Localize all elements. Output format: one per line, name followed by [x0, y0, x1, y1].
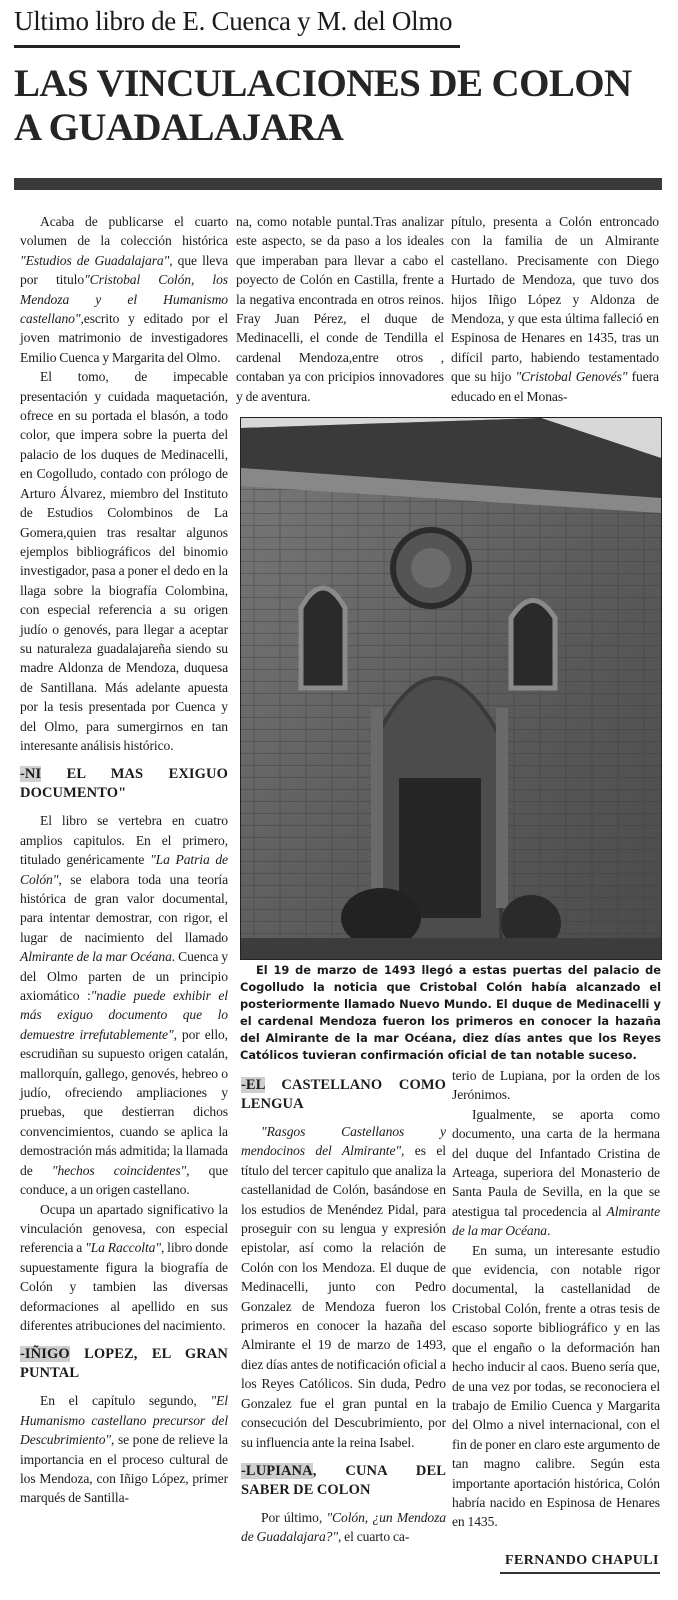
subheading-text: LOPEZ, EL GRAN PUNTAL [20, 1346, 228, 1382]
italic-quote: "La Patria de Colón" [20, 852, 228, 887]
italic-quote: "Colón, ¿un Mendoza de Guadalajara?" [241, 1509, 446, 1545]
palace-facade-image [241, 418, 661, 959]
paragraph-text: . [546, 1223, 551, 1239]
italic-quote: "nadie puede exhibir el más exiguo documento que lo demuestre irrefutablemente" [20, 988, 228, 1042]
article-paragraph [452, 1066, 660, 1105]
column-3-bottom [452, 1066, 660, 1532]
article-paragraph [241, 1508, 446, 1547]
section-subheading [241, 1462, 446, 1500]
photo-caption: El 19 de marzo de 1493 llegó a estas puertas del palacio de Cogolludo la noticia que Cristobal Colón había alcanzado el posteriormente llamado Nuevo Mundo. El duque de Medinacelli y el cardenal Mendoza fueron los primeros en conocer la hazaña del Almirante de la mar Océana, diez días antes que los Reyes Católicos tuvieran confirmación oficial de tan notable suceso. [240, 963, 661, 1062]
subheading-text: EL MAS EXIGUO DOCUMENTO" [20, 766, 228, 802]
article-paragraph [20, 1200, 228, 1336]
palace-photo [240, 417, 662, 960]
paragraph-text: En el capítulo segundo, [40, 1393, 211, 1409]
subheading-text: CASTELLANO COMO LENGUA [241, 1077, 446, 1112]
italic-quote: Almirante de la mar Océana [452, 1203, 660, 1239]
subheading-highlight: -NI [20, 766, 42, 783]
italic-quote: "Rasgos Castellanos y mendocinos del Almirante" [241, 1124, 446, 1159]
italic-quote: "Estudios de Guadalajara" [20, 252, 170, 268]
article-paragraph [20, 811, 228, 1199]
kicker-rule [14, 45, 460, 48]
kicker-subtitle: Ultimo libro de E. Cuenca y M. del Olmo [14, 6, 453, 36]
paragraph-text: Ocupa un apartado significativo la vinculación genovesa, con especial referencia a [20, 1201, 228, 1256]
headline-line-1: LAS VINCULACIONES DE COLON [14, 62, 632, 105]
paragraph-text: , se elabora toda una teoría histórica de gran valor documental, para intentar demostrar, con rigor, el lugar de nacimiento del llamado [20, 871, 228, 945]
article-paragraph [241, 1122, 446, 1452]
paragraph-text: , el cuarto ca- [337, 1529, 410, 1545]
paragraph-text: Igualmente, se aporta como documento, una carta de la hermana del duque del Infantado Cristina de Arteaga, superiora del Monasterio de Santa Paula de Sevilla, en la que se atestigua tal procedencia al [452, 1106, 660, 1219]
article-paragraph [452, 1241, 660, 1532]
headline [14, 62, 674, 150]
paragraph-text: pítulo, presenta a Colón entroncado con la familia de un Almirante castellano. Precisamente con Diego Hurtado de Mendoza, que tuvo dos hijos Iñigo López y Aldonza de Mendoza, y que esta última falleció en Espinosa de Henares en 1435, tras un difícil parto, habiendo testamentado que su hijo [451, 214, 659, 385]
italic-quote: Almirante de la mar Océana [20, 949, 172, 965]
paragraph-text: Por último, [261, 1509, 327, 1525]
paragraph-text: , que conduce, a un origen castellano. [20, 1162, 229, 1198]
article-paragraph [20, 367, 228, 755]
headline-line-2: A GUADALAJARA [14, 106, 344, 149]
section-subheading [20, 765, 228, 803]
header-bar-divider [14, 178, 662, 190]
paragraph-text: fuera educado en el Monas- [451, 369, 659, 404]
column-3-top [451, 212, 659, 406]
paragraph-text: Acaba de publicarse el cuarto volumen de la colección histórica [20, 214, 228, 249]
subheading-text: , CUNA DEL SABER DE COLON [241, 1462, 446, 1498]
italic-quote: "Cristobal Colón, los Mendoza y el Humanismo castellano" [20, 272, 228, 327]
signature-rule [500, 1572, 660, 1574]
paragraph-text: El libro se vertebra en cuatro amplios capitulos. En el primero, titulado genéricamente [20, 813, 228, 868]
column-1 [20, 212, 228, 1508]
paragraph-text: terio de Lupiana, por la orden de los Jerónimos. [452, 1068, 660, 1103]
article-paragraph [452, 1105, 660, 1241]
paragraph-text: , por ello, escrudiñan su supuesto origen catalán, mallorquín, gallego, genovés, hebreo o judío, ofreciendo ampliaciones y pruebas, que destierran dichos convencimientos, cuando se aplica la demostración más admitida; la llamada de [20, 1026, 228, 1178]
article-paragraph [20, 1391, 228, 1507]
paragraph-text: , libro donde supuestamente figura la biografía de Colón y tambien las diversas deformaciones al apellido en sus diferentes atribuciones del nacimiento. [20, 1240, 228, 1333]
paragraph-text: , es el título del tercer capitulo que analiza la castellanidad de Colón, basándose en los estudios de Menéndez Pidal, para proseguir con su lengua y expresión epistolar, así como la relación de Colón con los Mendoza. El duque de Medinacelli, junto con Pedro Gonzalez de Mendoza fueron los primeros en conocer la hazaña del Almirante el 19 de marzo de 1493, diez días antes de notificación oficial a los Reyes Católicos. Sin duda, Pedro Gonzalez fue el gran puntal en la consecución del Descubrimiento, por su influencia ante la reina Isabel. [241, 1143, 446, 1450]
italic-quote: "El Humanismo castellano precursor del Descubrimiento" [20, 1393, 228, 1448]
section-subheading [241, 1076, 446, 1114]
subheading-highlight: -LUPIANA [241, 1462, 313, 1479]
paragraph-text: En suma, un interesante estudio que evidencia, con notable rigor documental, la castellanidad de Cristobal Colón, frente a otras tesis de escaso soporte bibliográfico y en las que el engaño o la deformación han hecho inducir al caos. Bueno sería que, de una vez por todas, se reconociera el trabajo de Emilio Cuenca y Margarita del Olmo a nivel internacional, con el fin de poner en claro este argumento de tan magno calibre. Según esta importante aportación histórica, Colón habría nacido en Espinosa de Henares en 1435. [452, 1242, 660, 1530]
paragraph-text: , se pone de relieve la importancia en el proceso cultural de los Mendoza, con Iñigo López, primer marqués de Santilla- [20, 1432, 228, 1506]
column-2-bottom [241, 1066, 446, 1547]
subheading-highlight: -EL [241, 1077, 265, 1093]
section-subheading [20, 1345, 228, 1383]
paragraph-text: , que lleva por titulo [20, 252, 228, 288]
article-paragraph [20, 212, 228, 367]
paragraph-text: ,escrito y editado por el joven matrimonio de investigadores Emilio Cuenca y Margarita del Olmo. [20, 311, 228, 365]
author-signature: FERNANDO CHAPULI [505, 1553, 659, 1568]
article-paragraph [236, 212, 444, 406]
column-2-top [236, 212, 444, 406]
italic-quote: "La Raccolta" [85, 1240, 161, 1256]
italic-quote: "Cristobal Genovés" [515, 369, 628, 385]
paragraph-text: El tomo, de impecable presentación y cuidada maquetación, ofrece en su portada el blasón, a todo color, que impera sobre la puerta del palacio de los duques de Medinacelli, en Cogolludo, contado con prólogo de Arturo Álvarez, miembro del Instituto de Estudios Colombinos de La Gomera,quien tras resaltar algunos ejemplos bibliográficos del binomio investigador, pasa a poner el dedo en la llaga sobre la biografía Colombina, con especial referencia a su origen judío o genovés, para llegar a aceptar su naturaleza guadalajareña siendo su madre Aldonza de Mendoza, duquesa de Santillana. Más adelante apuesta por la tesis presentada por Cuenca y del Olmo, para sumergirnos en tan interesante análisis histórico. [20, 369, 228, 753]
article-paragraph [451, 212, 659, 406]
paragraph-text: na, como notable puntal.Tras analizar este aspecto, se da paso a los ideales que imperaban para llevar a cabo el poyecto de Colón en Castilla, frente a la negativa encontrada en otros reinos. Fray Juan Pérez, el duque de Medinacelli, el conde de Tendilla el cardenal Mendoza,entre otros , contaban ya con pricipios innovadores y de aventura. [236, 214, 444, 404]
subheading-highlight: -IÑIGO [20, 1346, 70, 1363]
paragraph-text: . Cuenca y del Olmo parten de un principio axiomático : [20, 949, 228, 1004]
italic-quote: "hechos coincidentes" [51, 1162, 187, 1178]
